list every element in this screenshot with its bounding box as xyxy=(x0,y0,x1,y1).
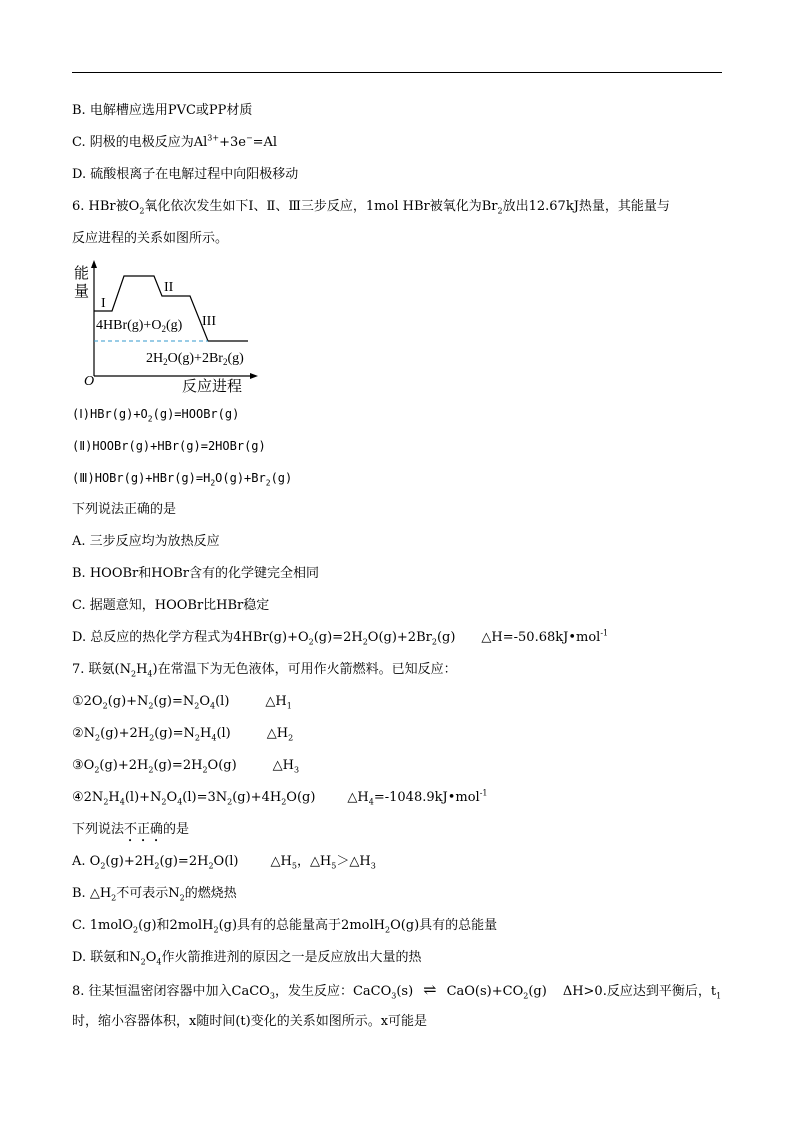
y-axis-arrow xyxy=(91,260,97,268)
q7-option-b: B. $\triangle H_2$不可表示$N_2$的燃烧热 xyxy=(72,886,237,903)
x-label: 反应进程 xyxy=(182,379,243,395)
option-c-prev: C. 阴极的电极反应为$Al^{3+}+3e^-=Al$ xyxy=(72,133,278,150)
q6-reaction-3: $(Ⅲ)HOBr(g)+HBr(g)=H_2O(g)+Br_2(g)$ xyxy=(72,471,293,488)
option-d-prev: D. 硫酸根离子在电解过程中向阳极移动 xyxy=(72,167,299,182)
equilibrium-arrow: ⇌ xyxy=(423,980,437,999)
origin-label: O xyxy=(84,374,95,389)
q7-prompt: 下列说法不正确的是 xyxy=(72,822,190,837)
q6-reaction-2: (Ⅱ)HOOBr(g)+HBr(g)=2HOBr(g) xyxy=(72,439,266,453)
q7-equation-4: $④2N_2H_4(l)+N_2O_4(l)=3N_2(g)+4H_2O(g)$ $\triangle H_4=-1048.9kJ•mol^{-1}$ xyxy=(72,788,488,807)
q6-stem-line1: 6. HBr被$O_2$氧化依次发生如下Ⅰ、Ⅱ、Ⅲ三步反应，1mol HBr被氧化为$Br_2$放出12.67kJ热量，其能量与 xyxy=(72,199,670,216)
y-label-2: 量 xyxy=(74,284,90,300)
q6-reaction-1: $(Ⅰ)HBr(g)+O_2(g)=HOOBr(g)$ xyxy=(72,407,240,424)
q7-equation-2: $②N_2(g)+2H_2(g)=N_2H_4(l)$ $\triangle H_2$ xyxy=(72,726,294,743)
q6-prompt: 下列说法正确的是 xyxy=(72,502,177,517)
products-label: $2H_2O(g)+2Br_2(g)$ xyxy=(146,351,244,367)
y-label-1: 能 xyxy=(74,266,90,282)
step-1-label: I xyxy=(101,296,106,311)
q7-equation-3: $③O_2(g)+2H_2(g)=2H_2O(g)$ $\triangle H_3$ xyxy=(72,758,300,775)
q6-option-a: A. 三步反应均为放热反应 xyxy=(72,534,220,549)
q6-stem-line2: 反应进程的关系如图所示。 xyxy=(72,231,229,246)
q6-option-d: D. 总反应的热化学方程式为$4HBr(g)+O_2(g)=2H_2O(g)+2Br_2(g)$ △H=-50.68kJ•mol$^{-1}$ xyxy=(72,628,609,647)
q7-stem: 7. 联氨$(N_2H_4)$在常温下为无色液体，可用作火箭燃料。已知反应： xyxy=(72,662,457,679)
step-2-label: II xyxy=(164,280,174,295)
header-rule xyxy=(72,72,722,73)
option-b-prev: B. 电解槽应选用PVC或PP材质 xyxy=(72,103,253,118)
reactants-label: $4HBr(g)+O_2(g)$ xyxy=(96,318,183,334)
x-axis-arrow xyxy=(250,373,258,379)
q6-option-c: C. 据题意知，HOOBr比HBr稳定 xyxy=(72,598,270,613)
q7-option-c: C. 1molO$_2$(g)和2molH$_2$(g)具有的总能量高于2molH$_2$O(g)具有的总能量 xyxy=(72,918,498,935)
q7-equation-1: $①2O_2(g)+N_2(g)=N_2O_4(l)$ $\triangle H_1$ xyxy=(72,694,292,711)
q7-option-d: D. 联氨和$N_2O_4$作火箭推进剂的原因之一是反应放出大量的热 xyxy=(72,950,422,967)
step-3-label: III xyxy=(202,314,216,329)
energy-diagram xyxy=(72,258,262,398)
q8-stem-line1: 8. 往某恒温密闭容器中加入CaCO$_3$，发生反应：CaCO$_3$(s) ⇌ $CaO(s)+CO_2(g)$ ΔH>0.反应达到平衡后，$t_1$ xyxy=(72,980,722,1001)
q7-option-a: A. $O_2(g)+2H_2(g)=2H_2O(l)$ $\triangle H_5$，$\triangle H_5>\triangle H_3$ xyxy=(72,854,376,871)
q6-option-b: B. HOOBr和HOBr含有的化学键完全相同 xyxy=(72,566,320,581)
q8-stem-line2: 时，缩小容器体积，x随时间(t)变化的关系如图所示。x可能是 xyxy=(72,1014,428,1029)
